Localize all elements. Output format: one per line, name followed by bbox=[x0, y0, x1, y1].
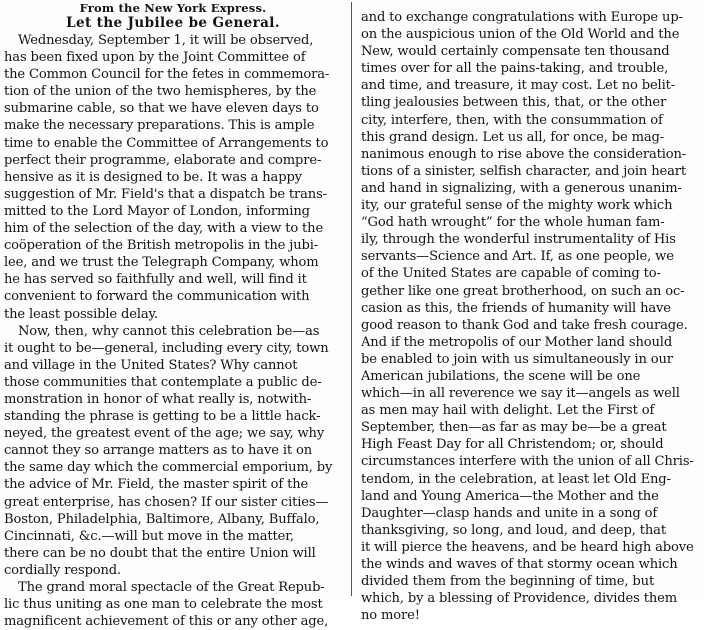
text-line: the same day which the commercial emporium, by bbox=[4, 460, 333, 476]
text-line: High Feast Day for all Christendom; or, should bbox=[361, 437, 664, 453]
text-line: good reason to thank God and take fresh courage. bbox=[361, 317, 688, 333]
text-line: The grand moral spectacle of the Great Repub- bbox=[18, 580, 325, 595]
text-line: Now, then, why cannot this celebration be—as bbox=[18, 323, 320, 339]
text-line: standing the phrase is getting to be a little hack- bbox=[4, 409, 321, 425]
text-line: Wednesday, September 1, it will be observed, bbox=[18, 33, 314, 48]
text-line: there can be no doubt that the entire Union will bbox=[4, 545, 316, 561]
text-line: monstration in honor of what really is, notwith- bbox=[4, 391, 312, 407]
column-divider bbox=[351, 2, 352, 596]
text-line: which—in all reverence we say it—angels as well bbox=[361, 386, 680, 402]
text-line: convenient to forward the communication with bbox=[4, 289, 310, 305]
text-line: those communities that contemplate a public de- bbox=[4, 374, 322, 390]
text-line: him of the selection of the day, with a view to the bbox=[4, 221, 324, 237]
text-line: the winds and waves of that stormy ocean which bbox=[361, 557, 678, 572]
text-line: no more! bbox=[361, 608, 420, 624]
text-line: it will pierce the heavens, and be heard high above bbox=[361, 539, 694, 555]
text-line: servants—Science and Art. If, as one people, we bbox=[361, 249, 674, 265]
text-line: thanksgiving, so long, and loud, and deep, that bbox=[361, 522, 666, 538]
text-line: American jubilations, the scene will be one bbox=[361, 368, 641, 384]
text-line: lee, and we trust the Telegraph Company, whom bbox=[4, 255, 319, 271]
text-line: New, would certainly compensate ten thousand bbox=[361, 44, 670, 60]
text-line: gether like one great brotherhood, on such an oc- bbox=[361, 283, 685, 299]
text-line: city, interfere, then, with the consummation of bbox=[361, 112, 663, 128]
text-line: on the auspicious union of the Old World and the bbox=[361, 27, 680, 43]
text-line: it ought to be—general, including every city, town bbox=[4, 340, 329, 356]
text-line: tion of the union of the two hemispheres, by the bbox=[4, 84, 317, 100]
text-line: time to enable the Committee of Arrangements to bbox=[4, 135, 329, 151]
text-line: ily, through the wonderful instrumentality of His bbox=[361, 232, 676, 248]
text-line: the Common Council for the fetes in commemora- bbox=[4, 67, 330, 83]
text-line: Boston, Philadelphia, Baltimore, Albany, Buffalo, bbox=[4, 511, 320, 527]
text-line: great enterprise, has chosen? If our sister cities— bbox=[4, 494, 329, 510]
source-line: From the New York Express. bbox=[79, 1, 267, 15]
text-line: tions of a sinister, selfish character, and join heart bbox=[361, 163, 686, 179]
text-line: Daughter—clasp hands and unite in a song of bbox=[361, 505, 658, 521]
text-line: circumstances interfere with the union of all Chris- bbox=[361, 454, 694, 470]
text-line: of the United States are capable of coming to- bbox=[361, 266, 661, 282]
text-line: he has served so faithfully and well, will find it bbox=[4, 272, 307, 288]
text-line: cannot they so arrange matters as to have it on bbox=[4, 443, 312, 459]
text-line: which, by a blessing of Providence, divides them bbox=[361, 591, 677, 607]
text-line: the least possible delay. bbox=[4, 306, 159, 322]
text-line: “God hath wrought” for the whole human fam- bbox=[361, 215, 665, 231]
text-line: and hand in signalizing, with a generous unanim- bbox=[361, 180, 682, 196]
text-line: be enabled to join with us simultaneously in our bbox=[361, 351, 673, 367]
text-line: mitted to the Lord Mayor of London, informing bbox=[4, 203, 310, 219]
text-line: times over for all the pains-taking, and trouble, bbox=[361, 61, 669, 77]
text-line: magnificent achievement of this or any other age, bbox=[4, 614, 329, 630]
text-line: suggestion of Mr. Field's that a dispatch be trans- bbox=[4, 186, 327, 202]
text-line: nanimous enough to rise above the consideration- bbox=[361, 146, 687, 162]
text-line: perfect their programme, elaborate and compre- bbox=[4, 152, 322, 168]
text-line: Cincinnati, &c.—will but move in the matter, bbox=[4, 528, 294, 544]
article-title: Let the Jubilee be General. bbox=[66, 15, 280, 31]
text-line: neyed, the greatest event of the age; we say, why bbox=[4, 426, 325, 442]
text-line: the advice of Mr. Field, the master spirit of the bbox=[4, 477, 309, 493]
text-line: and time, and treasure, it may cost. Let no belit- bbox=[361, 78, 676, 94]
text-line: hensive as it is designed to be. It was a happy bbox=[4, 169, 302, 185]
text-line: tendom, in the celebration, at least let Old Eng- bbox=[361, 471, 671, 487]
text-line: has been fixed upon by the Joint Committee of bbox=[4, 50, 306, 66]
text-line: this grand design. Let us all, for once, be mag- bbox=[361, 129, 665, 145]
text-line: casion as this, the friends of humanity will have bbox=[361, 300, 671, 316]
text-line: and village in the United States? Why cannot bbox=[4, 357, 298, 373]
text-line: submarine cable, so that we have eleven days to bbox=[4, 101, 319, 117]
text-line: lic thus uniting as one man to celebrate the most bbox=[4, 597, 323, 613]
text-line: September, then—as far as may be—be a great bbox=[361, 420, 667, 436]
text-line: and to exchange congratulations with Europe up- bbox=[361, 10, 683, 25]
text-line: ity, our grateful sense of the mighty work which bbox=[361, 198, 673, 214]
right-column-text bbox=[361, 0, 701, 624]
text-line: divided them from the beginning of time, but bbox=[361, 574, 655, 590]
text-line: as men may hail with delight. Let the First of bbox=[361, 403, 655, 419]
text-line: tling jealousies between this, that, or the other bbox=[361, 95, 667, 111]
text-line: make the necessary preparations. This is ample bbox=[4, 118, 315, 134]
right-column bbox=[361, 0, 701, 624]
text-line: coöperation of the British metropolis in the jubi- bbox=[4, 238, 319, 254]
text-line: cordially respond. bbox=[4, 562, 122, 578]
text-line: And if the metropolis of our Mother land should bbox=[361, 334, 673, 350]
left-column-text bbox=[4, 32, 342, 630]
text-line: land and Young America—the Mother and the bbox=[361, 488, 659, 504]
left-column bbox=[4, 0, 342, 630]
